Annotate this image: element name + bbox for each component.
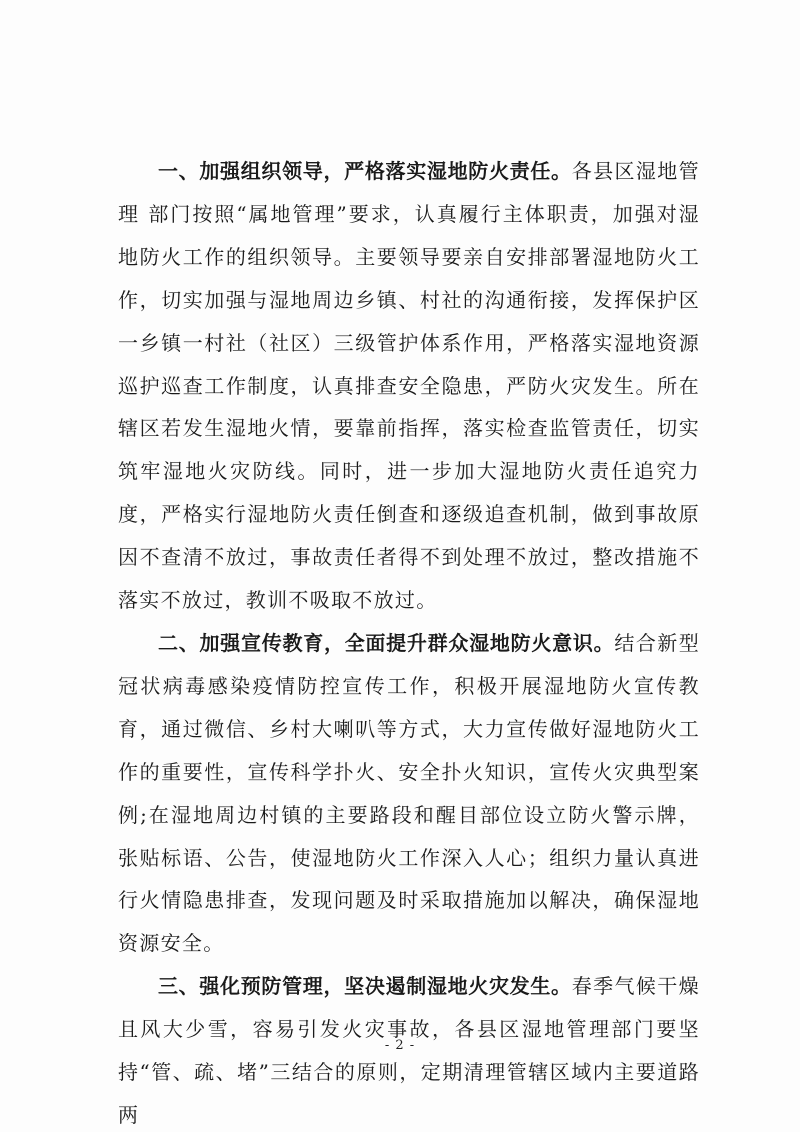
paragraph-heading: 一、加强组织领导，严格落实湿地防火责任。 bbox=[158, 159, 572, 183]
paragraph-heading: 三、强化预防管理，坚决遏制湿地火灾发生。 bbox=[158, 974, 572, 999]
paragraph-heading: 二、加强宣传教育，全面提升群众湿地防火意识。 bbox=[158, 630, 615, 655]
paragraph-publicity bbox=[118, 622, 700, 965]
page-number: - 2 - bbox=[384, 1038, 416, 1053]
paragraph-organization bbox=[118, 150, 700, 622]
paragraph-text: 春季气候干燥且风大少雪，容易引发火灾事故，各县区湿地管理部门要坚持“管、疏、堵”三结合的原则，定期清理管辖区域内主要道路两 bbox=[118, 974, 700, 1127]
paragraph-text: 结合新型冠状病毒感染疫情防控宣传工作，积极开展湿地防火宣传教育，通过微信、乡村大喇叭等方式，大力宣传做好湿地防火工作的重要性，宣传科学扑火、安全扑火知识，宣传火灾典型案例;在湿地周边村镇的主要路段和醒目部位设立防火警示牌，张贴标语、公告，使湿地防火工作深入人心；组织力量认真进行火情隐患排查，发现问题及时采取措施加以解决，确保湿地资源安全。 bbox=[118, 630, 701, 956]
paragraph-text: 各县区湿地管理 部门按照“属地管理”要求，认真履行主体职责，加强对湿地防火工作的组织领导。主要领导要亲自安排部署湿地防火工作，切实加强与湿地周边乡镇、村社的沟通衔接，发挥保护区一乡镇一村社（社区）三级管护体系作用，严格落实湿地资源巡护巡查工作制度，认真排查安全隐患，严防火灾发生。所在辖区若发生湿地火情，要靠前指挥，落实检查监管责任，切实筑牢湿地火灾防线。同时，进一步加大湿地防火责任追究力度，严格实行湿地防火责任倒查和逐级追查机制，做到事故原因不查清不放过，事故责任者得不到处理不放过，整改措施不落实不放过，教训不吸取不放过。 bbox=[118, 159, 700, 613]
document-body bbox=[118, 150, 700, 1137]
